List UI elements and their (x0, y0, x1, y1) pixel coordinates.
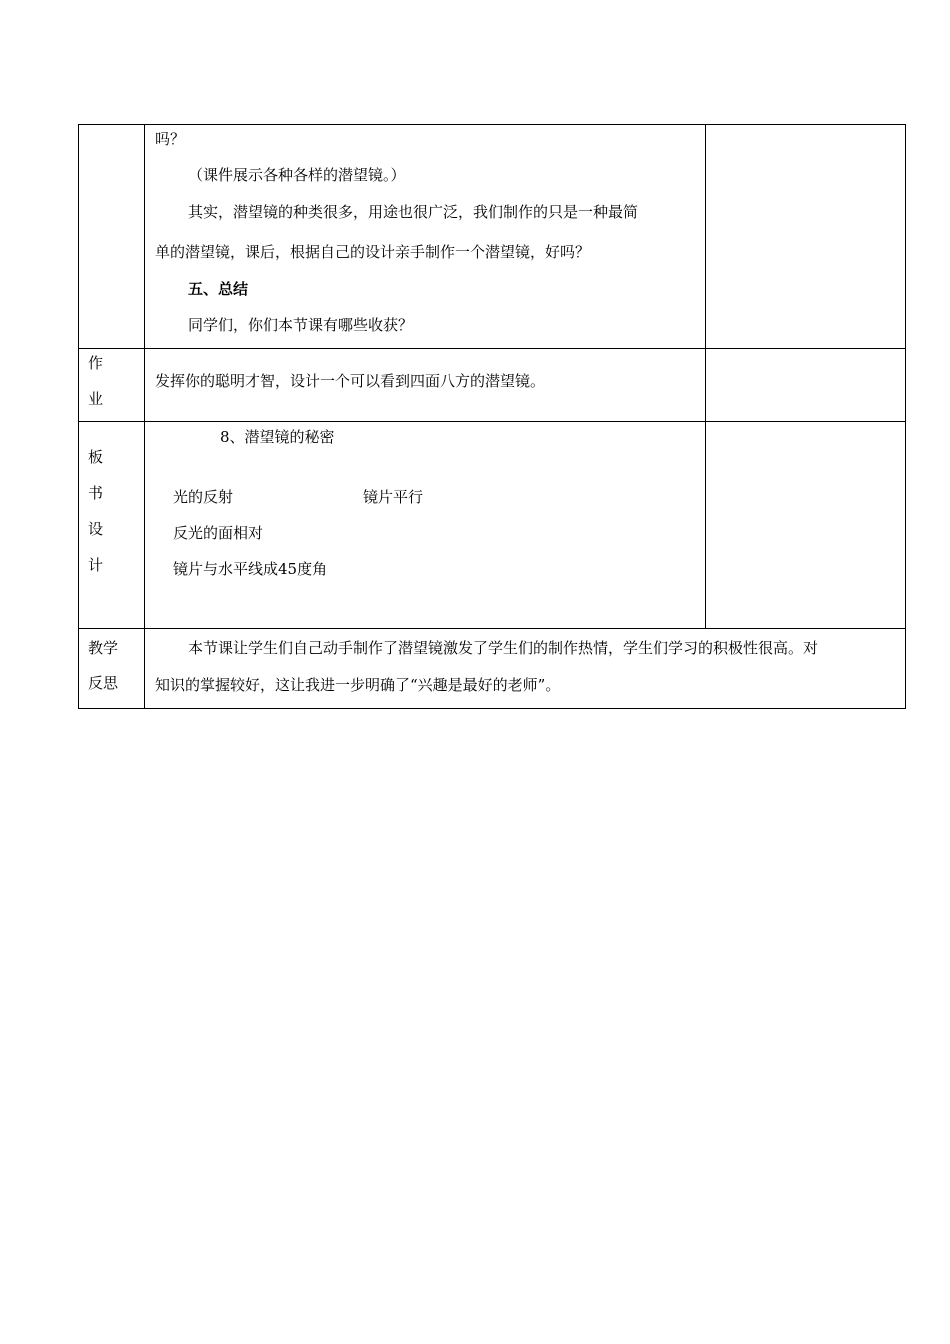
board-title: 8、潜望镜的秘密 (220, 428, 335, 446)
homework-label-1: 作 (88, 354, 104, 372)
homework-text: 发挥你的聪明才智，设计一个可以看到四面八方的潜望镜。 (155, 372, 546, 390)
homework-label-2: 业 (88, 390, 104, 408)
board-content-cell (145, 422, 706, 629)
board-notes-cell (706, 422, 906, 629)
row-summary (79, 125, 906, 349)
board-item: 反光的面相对 (173, 524, 264, 542)
reflection-text: 知识的掌握较好，这让我进一步明确了“兴趣是最好的老师”。 (155, 676, 561, 694)
text-line: 吗？ (155, 130, 186, 148)
board-item: 镜片与水平线成45度角 (173, 560, 328, 578)
board-item: 镜片平行 (363, 488, 424, 506)
reflection-label-1: 教学 (88, 639, 119, 657)
homework-notes-cell (706, 349, 906, 422)
text-line: 同学们，你们本节课有哪些收获？ (188, 316, 414, 334)
board-label-2: 书 (88, 484, 104, 502)
row-board-design (79, 422, 906, 629)
row-reflection (79, 629, 906, 709)
reflection-label-cell (79, 629, 145, 709)
row-summary-notes-cell (706, 125, 906, 349)
board-label-4: 计 (88, 556, 104, 574)
homework-content-cell (145, 349, 706, 422)
row-homework (79, 349, 906, 422)
lesson-plan-table (78, 124, 906, 709)
section-heading: 五、总结 (188, 280, 249, 298)
text-line: （课件展示各种各样的潜望镜。） (188, 166, 406, 184)
board-item: 光的反射 (173, 488, 234, 506)
text-line: 单的潜望镜，课后，根据自己的设计亲手制作一个潜望镜，好吗？ (155, 243, 591, 261)
reflection-text: 本节课让学生们自己动手制作了潜望镜激发了学生们的制作热情，学生们学习的积极性很高。对 (188, 639, 819, 657)
row-summary-label-cell (79, 125, 145, 349)
board-label-1: 板 (88, 448, 104, 466)
reflection-label-2: 反思 (88, 674, 119, 692)
board-label-3: 设 (88, 520, 104, 538)
board-label-cell (79, 422, 145, 629)
homework-label-cell (79, 349, 145, 422)
reflection-content-cell (145, 629, 906, 709)
text-line: 其实，潜望镜的种类很多，用途也很广泛，我们制作的只是一种最简 (188, 203, 639, 221)
row-summary-content-cell (145, 125, 706, 349)
